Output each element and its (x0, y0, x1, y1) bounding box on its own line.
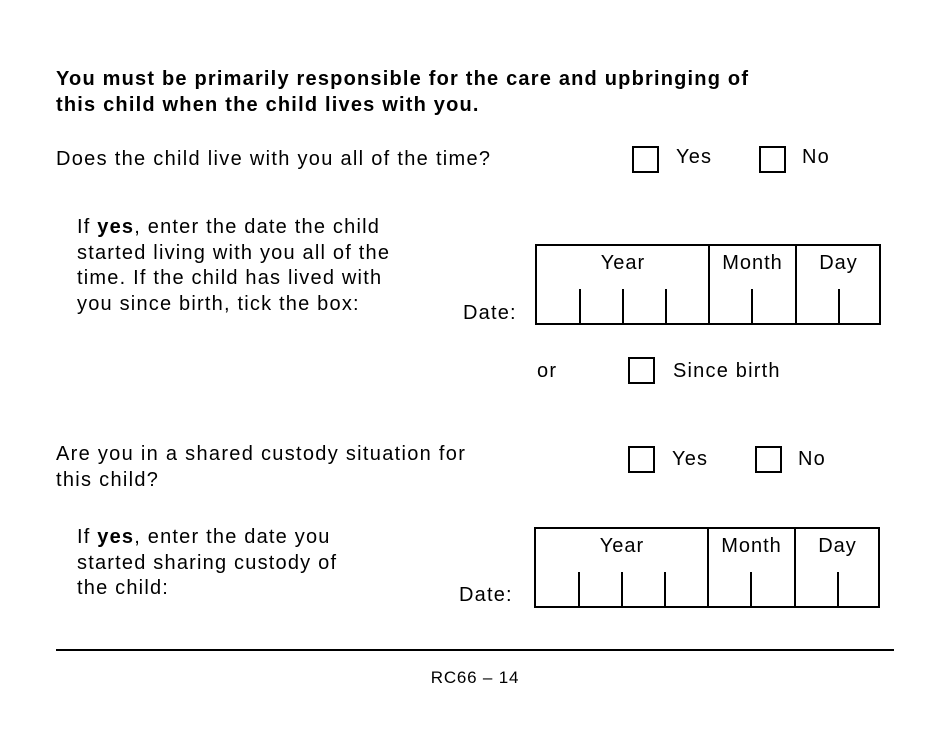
question-shared-custody (56, 441, 536, 493)
date1-month-digit-tick (751, 289, 753, 325)
q1-yes-label: Yes (676, 146, 713, 168)
q1-date-instructions (77, 215, 457, 317)
q2-line-2: this child? (56, 469, 160, 491)
date2-divider (707, 529, 709, 608)
date2-label: Date: (459, 584, 513, 606)
q1-sub-line-2: started living with you all of the (77, 241, 391, 264)
q2-yes-checkbox[interactable] (628, 446, 655, 473)
q2-sub-line-2: started sharing custody of (77, 551, 338, 574)
intro-heading (56, 66, 916, 118)
date2-year-digit-tick (621, 572, 623, 608)
q1-sub-prefix: If (77, 216, 98, 238)
q1-no-checkbox[interactable] (759, 146, 786, 173)
date1-day-header: Day (819, 252, 858, 274)
q2-date-instructions (77, 525, 457, 602)
since-birth-checkbox[interactable] (628, 357, 655, 384)
or-label: or (537, 360, 558, 382)
date2-year-digit-tick (664, 572, 666, 608)
date2-month-header: Month (721, 535, 782, 557)
q2-line-1: Are you in a shared custody situation for (56, 443, 467, 465)
date1-divider (795, 246, 797, 325)
q1-yes-checkbox[interactable] (632, 146, 659, 173)
question-lives-with-you: Does the child live with you all of the time? (56, 148, 492, 170)
q2-sub-line-3: the child: (77, 577, 170, 599)
date2-year-header: Year (599, 535, 645, 557)
q2-no-checkbox[interactable] (755, 446, 782, 473)
date2-day-header: Day (818, 535, 857, 557)
q2-sub-suffix: , enter the date you (134, 526, 331, 548)
date1-year-digit-tick (622, 289, 624, 325)
date1-month-header: Month (722, 252, 783, 274)
q2-no-label: No (798, 448, 826, 470)
intro-line-1: You must be primarily responsible for the care and upbringing of (56, 68, 750, 90)
date2-divider (794, 529, 796, 608)
intro-line-2: this child when the child lives with you. (56, 94, 480, 116)
date2-day-digit-tick (837, 572, 839, 608)
date1-year-digit-tick (665, 289, 667, 325)
date2-field[interactable] (534, 527, 880, 608)
q2-yes-label: Yes (672, 448, 709, 470)
q1-no-label: No (802, 146, 830, 168)
q1-sub-line-4: you since birth, tick the box: (77, 292, 360, 315)
date1-label: Date: (463, 302, 517, 324)
q1-sub-line-3: time. If the child has lived with (77, 267, 383, 289)
date1-day-digit-tick (838, 289, 840, 325)
q1-sub-bold-yes: yes (97, 216, 135, 238)
date1-field[interactable] (535, 244, 881, 325)
footer-rule (56, 649, 894, 651)
q1-sub-suffix: , enter the date the child (134, 216, 381, 238)
date1-year-header: Year (600, 252, 646, 274)
date2-year-digit-tick (578, 572, 580, 608)
since-birth-label: Since birth (673, 360, 781, 382)
q2-sub-bold-yes: yes (97, 526, 135, 548)
date1-year-digit-tick (579, 289, 581, 325)
page-footer: RC66 – 14 (430, 668, 520, 687)
date1-divider (708, 246, 710, 325)
date2-month-digit-tick (750, 572, 752, 608)
q2-sub-prefix: If (77, 526, 98, 548)
